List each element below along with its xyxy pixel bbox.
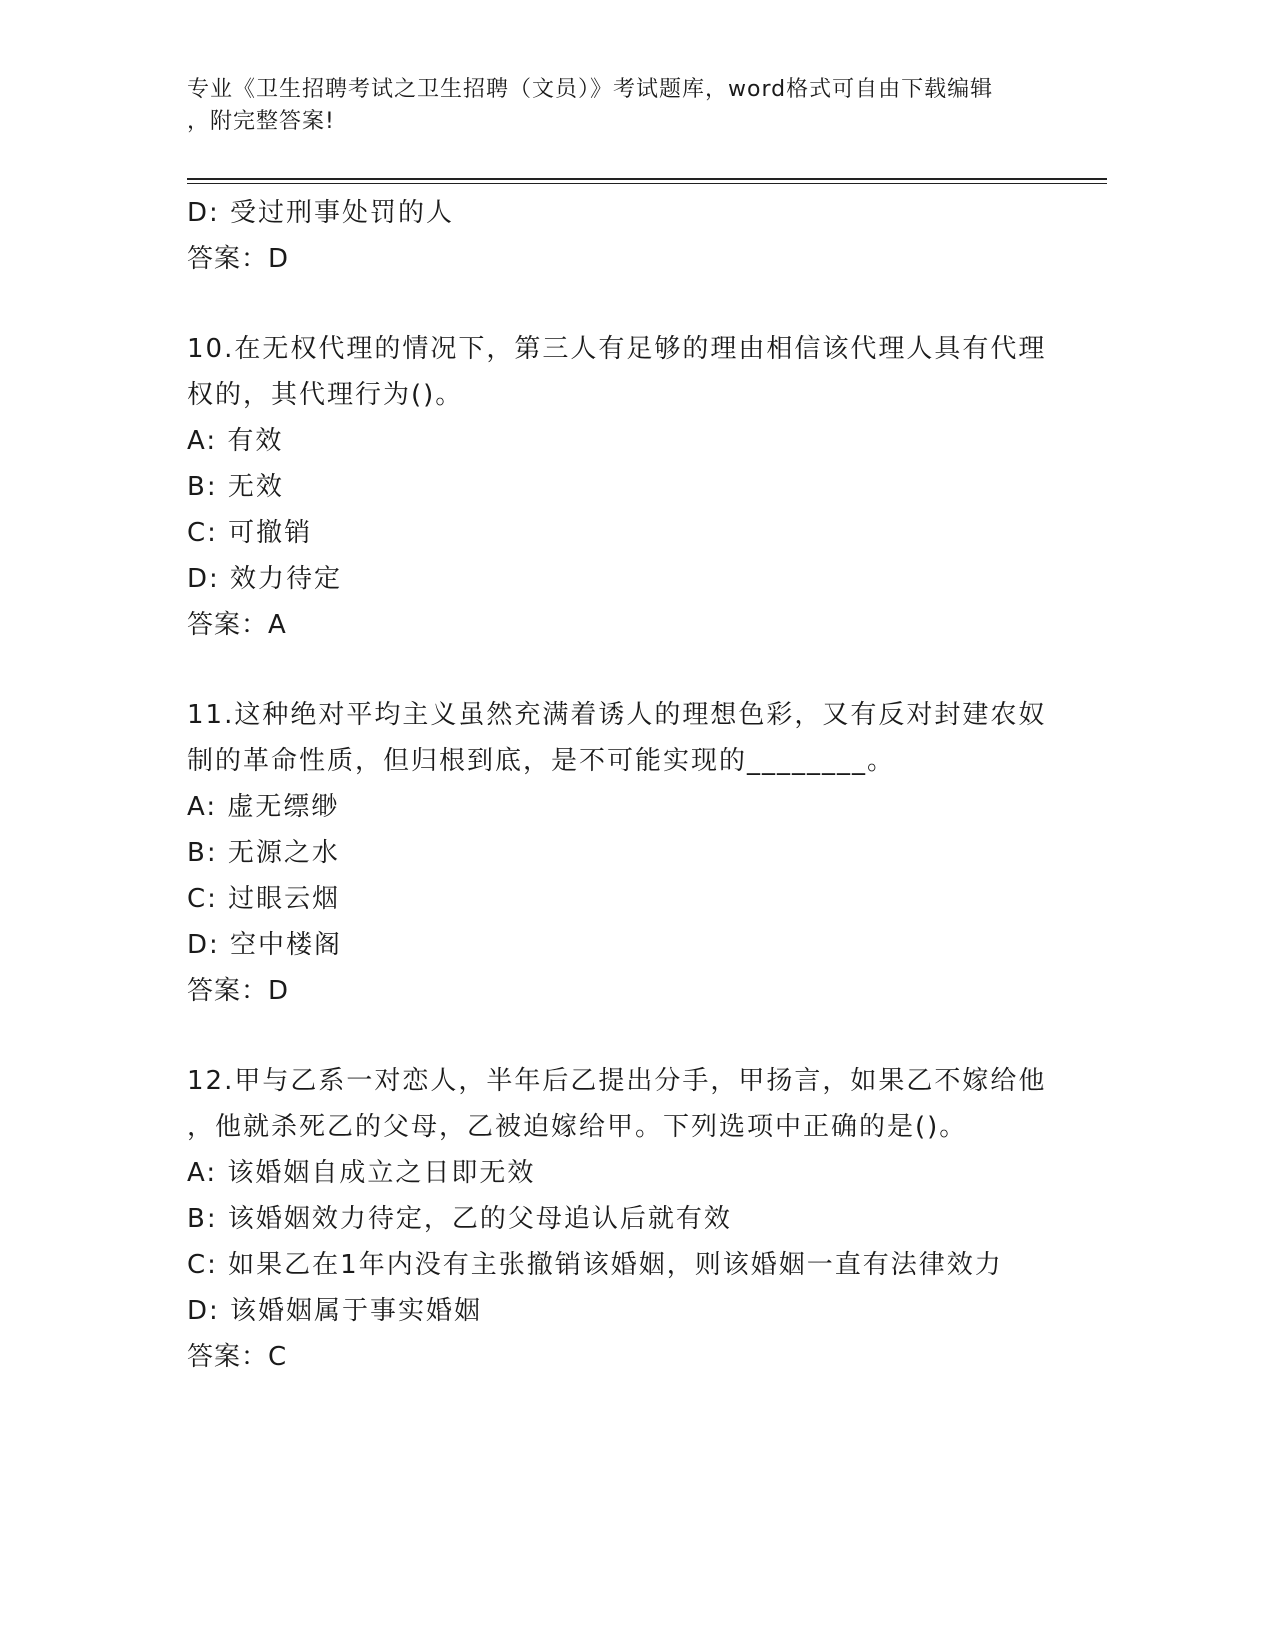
answer-line: 答案：D	[187, 244, 290, 274]
option-d: D: 该婚姻属于事实婚姻	[187, 1296, 483, 1326]
answer-line: 答案：C	[187, 1342, 288, 1372]
answer-line: 答案：A	[187, 610, 287, 640]
spacer	[187, 1014, 1087, 1058]
option-d: D: 空中楼阁	[187, 930, 343, 960]
document-header	[187, 74, 1087, 138]
header-rule-thin	[187, 183, 1107, 184]
question-text-line: 10.在无权代理的情况下，第三人有足够的理由相信该代理人具有代理	[187, 334, 1047, 364]
option-a: A: 有效	[187, 426, 284, 456]
option-b: B: 无效	[187, 472, 284, 502]
option-d: D: 受过刑事处罚的人	[187, 198, 455, 228]
option-a: A: 虚无缥缈	[187, 792, 340, 822]
option-b: B: 该婚姻效力待定，乙的父母追认后就有效	[187, 1204, 732, 1234]
option-b: B: 无源之水	[187, 838, 340, 868]
header-rule-thick	[187, 178, 1107, 180]
question-text-line: 11.这种绝对平均主义虽然充满着诱人的理想色彩，又有反对封建农奴	[187, 700, 1047, 730]
option-c: C: 过眼云烟	[187, 884, 341, 914]
answer-line: 答案：D	[187, 976, 290, 1006]
question-text-line: 制的革命性质，但归根到底，是不可能实现的________。	[187, 746, 896, 776]
question-text-line: ，他就杀死乙的父母，乙被迫嫁给甲。下列选项中正确的是()。	[187, 1112, 968, 1142]
question-text-line: 权的，其代理行为()。	[187, 380, 464, 410]
option-d: D: 效力待定	[187, 564, 343, 594]
question-content	[187, 190, 1087, 1380]
question-11	[187, 692, 1087, 1014]
option-c: C: 如果乙在1年内没有主张撤销该婚姻，则该婚姻一直有法律效力	[187, 1250, 1003, 1280]
previous-question-tail	[187, 190, 1087, 282]
spacer	[187, 648, 1087, 692]
question-12	[187, 1058, 1087, 1380]
option-c: C: 可撤销	[187, 518, 313, 548]
spacer	[187, 282, 1087, 326]
header-line-2: ，附完整答案!	[187, 109, 335, 134]
header-line-1: 专业《卫生招聘考试之卫生招聘（文员）》考试题库，word格式可自由下载编辑	[187, 77, 994, 102]
question-10	[187, 326, 1087, 648]
question-text-line: 12.甲与乙系一对恋人，半年后乙提出分手，甲扬言，如果乙不嫁给他	[187, 1066, 1047, 1096]
option-a: A: 该婚姻自成立之日即无效	[187, 1158, 536, 1188]
